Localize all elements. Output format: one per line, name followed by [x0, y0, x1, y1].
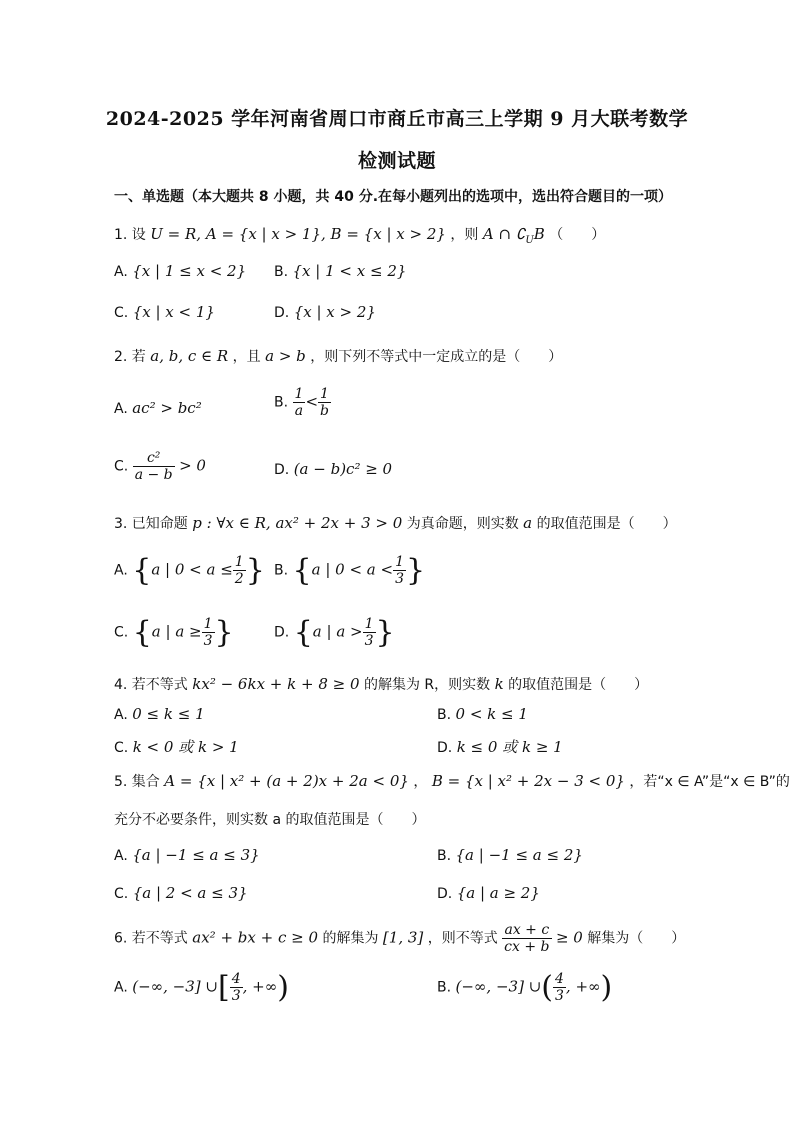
question-2-stem: 2. 若 a, b, c ∈ R ，且 a > b ，则下列不等式中一定成立的是（ ） [114, 347, 563, 365]
q4-option-a[interactable]: A. 0 ≤ k ≤ 1 [114, 705, 205, 723]
fraction: $\frac{1}{a}$ [294, 386, 304, 419]
question-1-stem: 1. 设 U = R, A = {x | x > 1}, B = {x | x > 2} ，则 A ∩ $∁_UB$ （ ） [114, 225, 606, 246]
q3-option-c[interactable]: C. {a | a ≥ $\frac{1}{3}$ } [114, 615, 234, 650]
q5-option-b[interactable]: B. {a | −1 ≤ a ≤ 2} [437, 846, 583, 864]
q1-option-a[interactable]: A. {x | 1 ≤ x < 2} [114, 262, 247, 280]
q3-option-b[interactable]: B. {a | 0 < a < $\frac{1}{3}$ } [274, 553, 426, 588]
fraction: $\frac{4}{3}$ [555, 971, 564, 1004]
q1-option-b[interactable]: B. {x | 1 < x ≤ 2} [274, 262, 407, 280]
q6-option-b[interactable]: B. (−∞, −3] ∪( $\frac{4}{3}$ , +∞) [437, 970, 613, 1005]
q5-option-c[interactable]: C. {a | 2 < a ≤ 3} [114, 884, 248, 902]
question-5-stem: 5. 集合 A = {x | x² + (a + 2)x + 2a < 0} ， B = {x | x² + 2x − 3 < 0} ，若“x ∈ A”是“x ∈ B”的 [114, 772, 790, 790]
q2-option-c[interactable]: C. $\frac{\text{c²}}{a - b}$ > 0 [114, 450, 206, 483]
fraction: $\frac{ax + c}{cx + b}$ [504, 922, 550, 955]
question-5-stem-line2: 充分不必要条件，则实数 a 的取值范围是（ ） [114, 812, 426, 828]
fraction: $\frac{1}{3}$ [203, 616, 213, 649]
q6-option-a[interactable]: A. (−∞, −3] ∪[ $\frac{4}{3}$ , +∞) [114, 970, 289, 1005]
question-6-stem: 6. 若不等式 ax² + bx + c ≥ 0 的解集为 [1, 3] ，则不等式 $\frac{ax + c}{cx + b}$ ≥ 0 解集为（ ） [114, 922, 686, 955]
question-4-stem: 4. 若不等式 kx² − 6kx + k + 8 ≥ 0 的解集为 R，则实数 k 的取值范围是（ ） [114, 675, 649, 693]
document-title-line1: 2024-2025 学年河南省周口市商丘市高三上学期 9 月大联考数学 [105, 108, 689, 130]
q1-option-c[interactable]: C. {x | x < 1} [114, 303, 215, 321]
fraction: $\frac{1}{2}$ [234, 554, 244, 587]
q2-option-b[interactable]: B. $\frac{1}{a}$ < $\frac{1}{b}$ [274, 386, 329, 419]
fraction: $\frac{4}{3}$ [231, 971, 241, 1004]
document-title-line2: 检测试题 [357, 150, 436, 172]
q4-option-b[interactable]: B. 0 < k ≤ 1 [437, 705, 528, 723]
q4-option-c[interactable]: C. k < 0 或 k > 1 [114, 738, 239, 756]
q3-option-d[interactable]: D. {a | a > $\frac{1}{3}$ } [274, 615, 395, 650]
fraction: $\frac{1}{b}$ [320, 386, 329, 419]
q4-option-d[interactable]: D. k ≤ 0 或 k ≥ 1 [437, 738, 563, 756]
q5-option-a[interactable]: A. {a | −1 ≤ a ≤ 3} [114, 846, 260, 864]
q5-option-d[interactable]: D. {a | a ≥ 2} [437, 884, 540, 902]
question-3-stem: 3. 已知命题 p : ∀x ∈ R, ax² + 2x + 3 > 0 为真命题，则实数 a 的取值范围是（ ） [114, 514, 677, 532]
fraction: $\frac{1}{3}$ [395, 554, 404, 587]
q2-option-d[interactable]: D. (a − b)c² ≥ 0 [274, 460, 393, 478]
section-header: 一、单选题（本大题共 8 小题，共 40 分.在每小题列出的选项中，选出符合题目的一项） [114, 189, 673, 205]
q3-option-a[interactable]: A. {a | 0 < a ≤ $\frac{1}{2}$ } [114, 553, 265, 588]
fraction: $\frac{1}{3}$ [364, 616, 374, 649]
fraction: $\frac{\text{c²}}{a - b}$ [134, 450, 173, 483]
q1-option-d[interactable]: D. {x | x > 2} [274, 303, 376, 321]
q2-option-a[interactable]: A. ac² > bc² [114, 399, 202, 417]
